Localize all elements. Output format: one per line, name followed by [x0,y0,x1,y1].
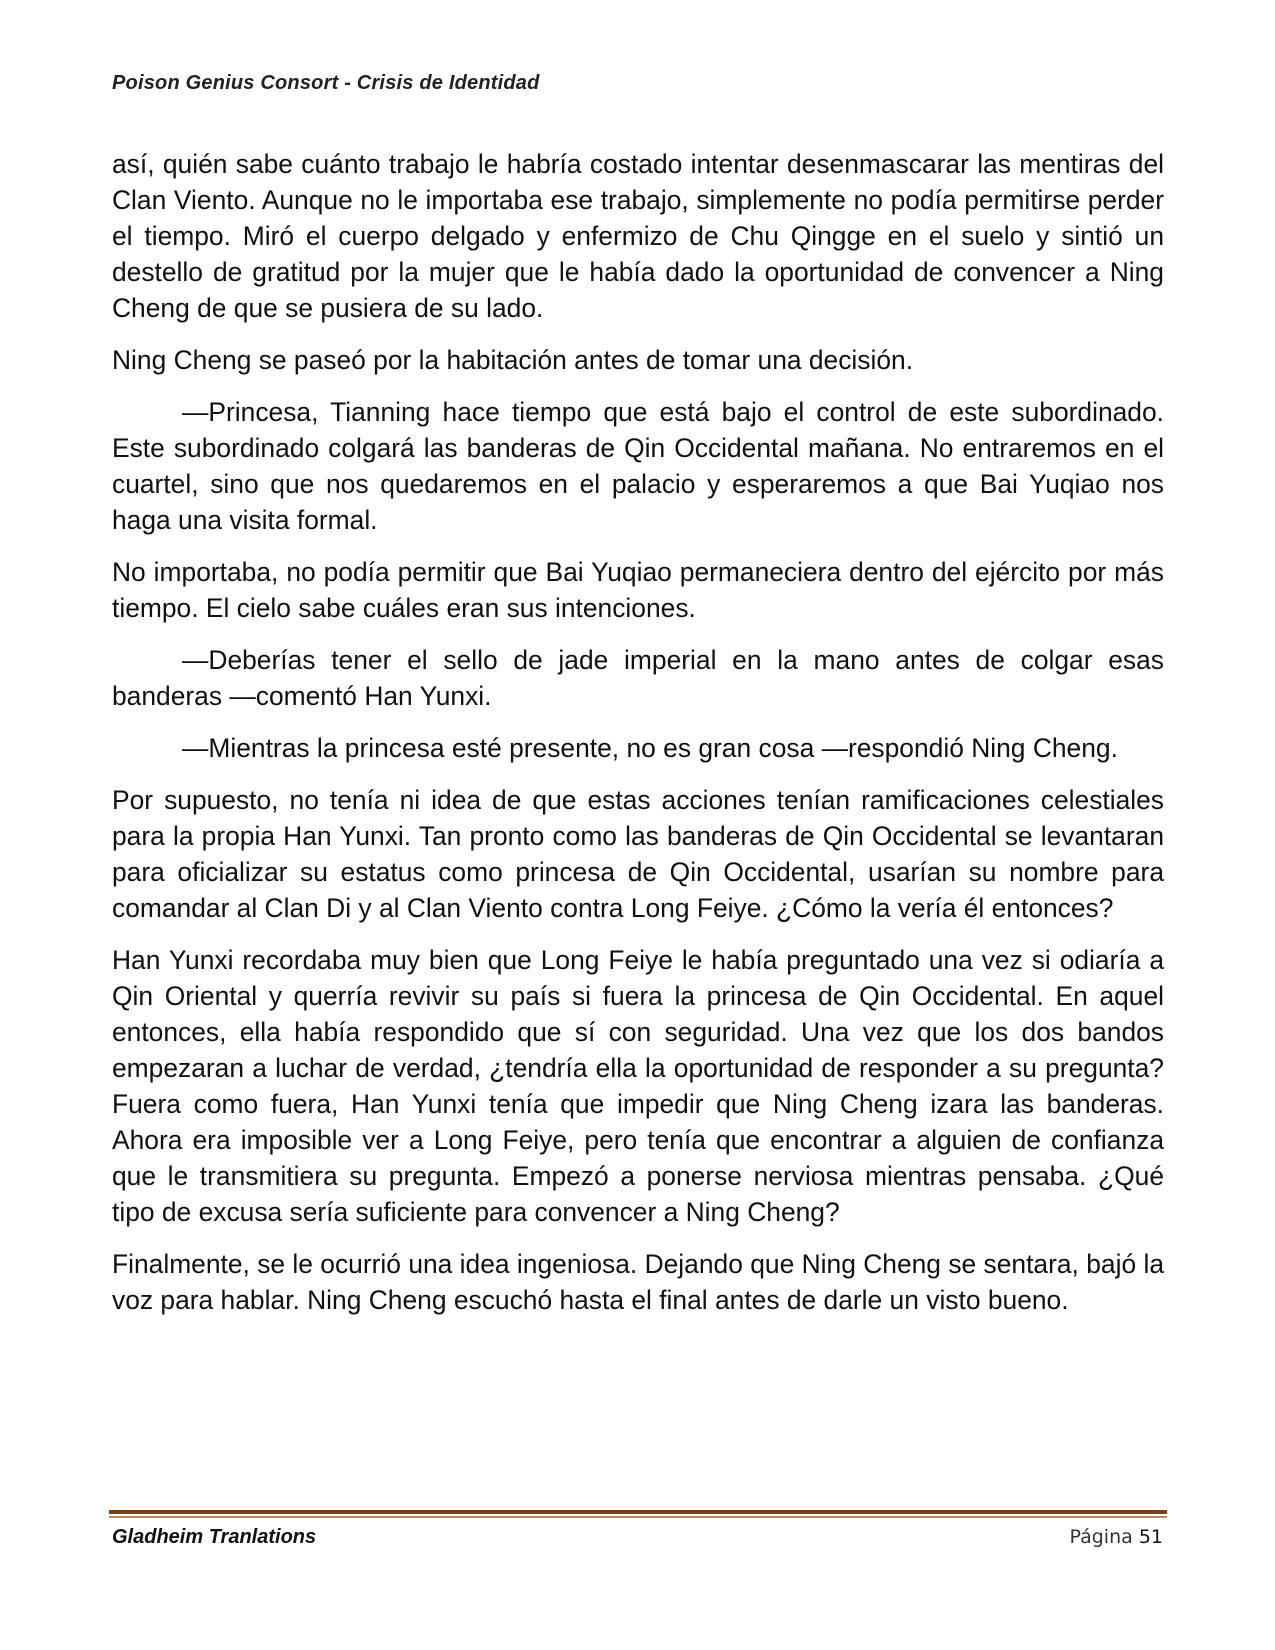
body-text [112,146,1164,1334]
page-label: Página [1069,1526,1133,1548]
paragraph: Han Yunxi recordaba muy bien que Long Feiye le había preguntado una vez si odiaría a Qin Oriental y querría revivir su país si fuera la princesa de Qin Occidental. En aquel entonces, ella había respondido que sí con seguridad. Una vez que los dos bandos empezaran a luchar de verdad, ¿tendría ella la oportunidad de responder a su pregunta? Fuera como fuera, Han Yunxi tenía que impedir que Ning Cheng izara las banderas. Ahora era imposible ver a Long Feiye, pero tenía que encontrar a alguien de confianza que le transmitiera su pregunta. Empezó a ponerse nerviosa mientras pensaba. ¿Qué tipo de excusa sería suficiente para convencer a Ning Cheng? [112,945,1164,1227]
page-number-value: 51 [1138,1526,1163,1548]
running-header: Poison Genius Consort - Crisis de Identidad [112,72,540,94]
footer-divider-thick [109,1510,1167,1514]
footer-divider-thin [109,1516,1167,1518]
paragraph: Por supuesto, no tenía ni idea de que estas acciones tenían ramificaciones celestiales para la propia Han Yunxi. Tan pronto como las banderas de Qin Occidental se levantaran para oficializar su estatus como princesa de Qin Occidental, usarían su nombre para comandar al Clan Di y al Clan Viento contra Long Feiye. ¿Cómo la vería él entonces? [112,785,1164,923]
paragraph: Finalmente, se le ocurrió una idea ingeniosa. Dejando que Ning Cheng se sentara, bajó la voz para hablar. Ning Cheng escuchó hasta el final antes de darle un visto bueno. [112,1249,1164,1315]
page-number [1069,1526,1163,1548]
dialogue-paragraph: —Mientras la princesa esté presente, no es gran cosa —respondió Ning Cheng. [182,733,1118,763]
paragraph: No importaba, no podía permitir que Bai Yuqiao permaneciera dentro del ejército por más tiempo. El cielo sabe cuáles eran sus intenciones. [112,557,1164,623]
dialogue-paragraph: —Deberías tener el sello de jade imperial en la mano antes de colgar esas banderas —comentó Han Yunxi. [112,645,1164,711]
footer-credit: Gladheim Tranlations [112,1526,317,1548]
paragraph: así, quién sabe cuánto trabajo le habría costado intentar desenmascarar las mentiras del Clan Viento. Aunque no le importaba ese trabajo, simplemente no podía permitirse perder el tiempo. Miró el cuerpo delgado y enfermizo de Chu Qingge en el suelo y sintió un destello de gratitud por la mujer que le había dado la oportunidad de convencer a Ning Cheng de que se pusiera de su lado. [112,149,1164,323]
dialogue-paragraph: —Princesa, Tianning hace tiempo que está bajo el control de este subordinado. Este subordinado colgará las banderas de Qin Occidental mañana. No entraremos en el cuartel, sino que nos quedaremos en el palacio y esperaremos a que Bai Yuqiao nos haga una visita formal. [112,397,1164,535]
paragraph: Ning Cheng se paseó por la habitación antes de tomar una decisión. [112,345,914,375]
